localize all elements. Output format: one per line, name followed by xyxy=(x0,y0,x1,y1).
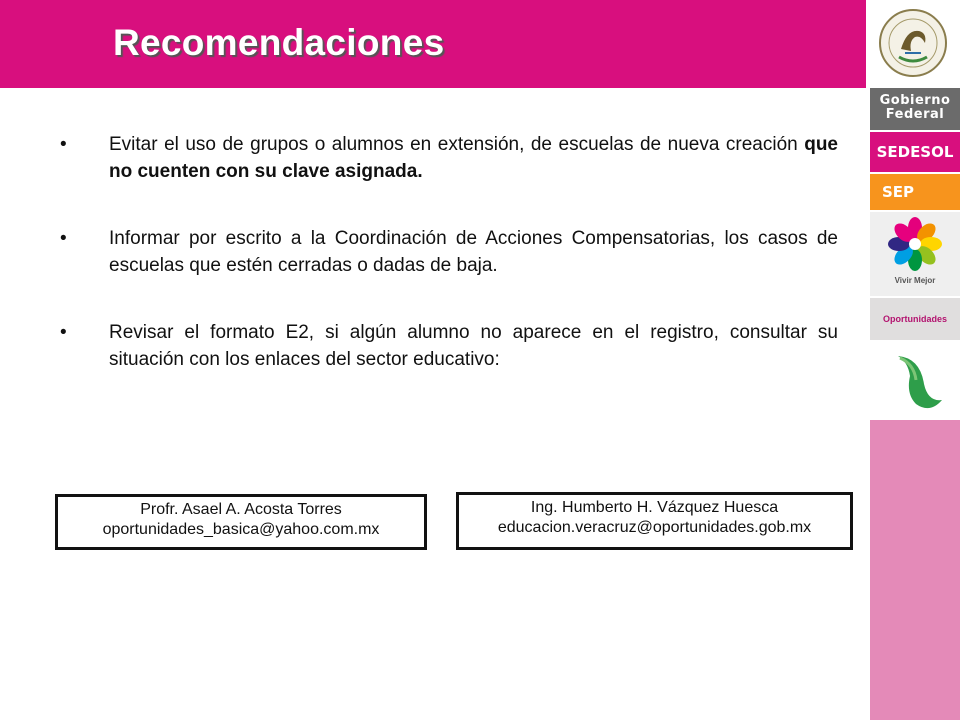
slide-title: Recomendaciones xyxy=(113,22,445,63)
gobierno-line2: Federal xyxy=(885,107,945,122)
contact-email[interactable]: oportunidades_basica@yahoo.com.mx xyxy=(102,521,380,538)
sedesol-logo: SEDESOL xyxy=(870,132,960,172)
title-bar xyxy=(0,0,866,88)
decorative-pink-panel xyxy=(870,420,960,720)
contact-email[interactable]: educacion.veracruz@oportunidades.gob.mx xyxy=(497,519,812,536)
contact-name: Profr. Asael A. Acosta Torres xyxy=(140,501,342,518)
bullet-text: Evitar el uso de grupos o alumnos en extensión, de escuelas de nueva creación xyxy=(109,134,805,155)
bullet-item xyxy=(58,225,838,279)
bullet-text: Informar por escrito a la Coordinación de Acciones Compensatorias, los casos de escuelas que estén cerradas o dadas de baja. xyxy=(109,228,838,276)
bullet-bold-text: que no cuenten con su clave asignada. xyxy=(109,134,838,182)
mexico-seal-logo xyxy=(866,0,960,88)
vivir-mejor-label: Vivir Mejor xyxy=(894,276,936,285)
bullet-item xyxy=(58,319,838,373)
contact-box-acosta xyxy=(55,494,427,550)
oportunidades-logo: Oportunidades xyxy=(870,298,960,340)
vivir-mejor-flower-icon xyxy=(870,212,960,274)
bullet-text: Revisar el formato E2, si algún alumno no aparece en el registro, consultar su situación con los enlaces del sector educativo: xyxy=(109,322,838,370)
recommendations-list xyxy=(58,131,838,413)
vivir-mejor-logo xyxy=(870,212,960,296)
leaf-icon xyxy=(870,344,960,416)
contact-box-vazquez xyxy=(456,492,853,550)
sep-logo: SEP xyxy=(870,174,960,210)
contact-name: Ing. Humberto H. Vázquez Huesca xyxy=(530,499,779,516)
bullet-item xyxy=(58,131,838,185)
gobierno-federal-logo xyxy=(870,88,960,130)
gobierno-line1: Gobierno xyxy=(879,93,951,108)
